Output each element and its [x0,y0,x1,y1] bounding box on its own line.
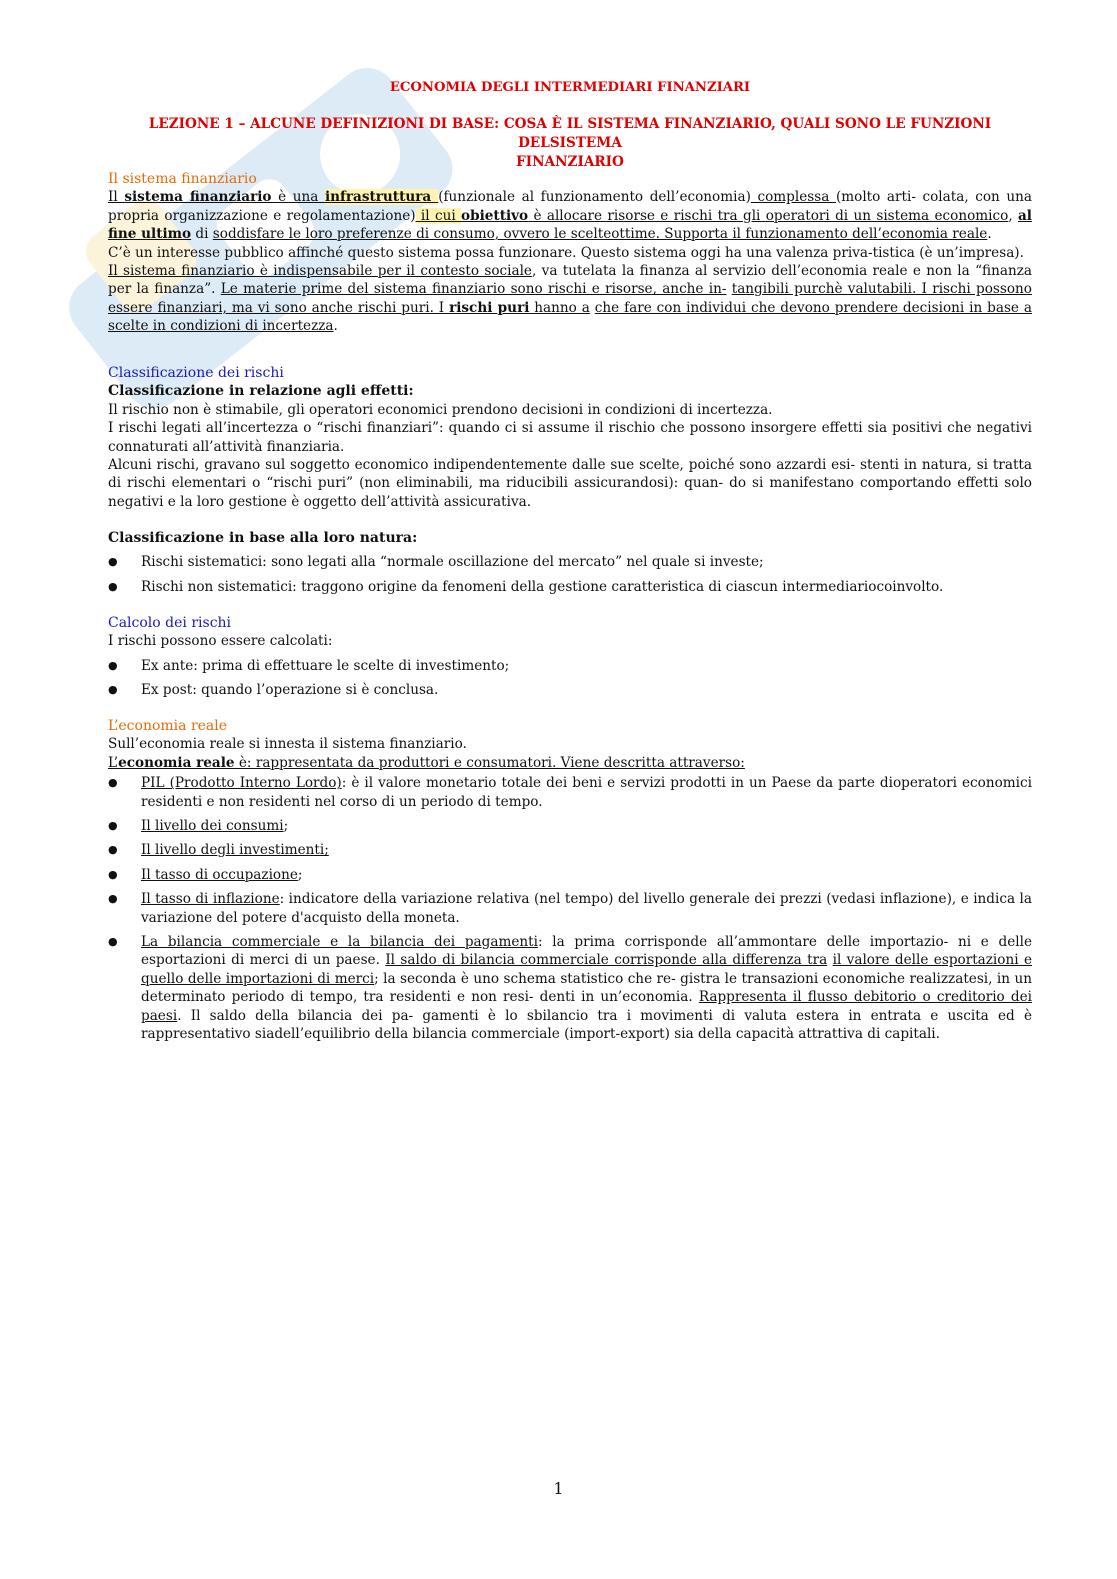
text-span: . [333,318,338,335]
text-span: (funzionale al funzionamento dell’economia) [438,189,751,206]
text-span: soddisfare le loro preferenze di consumo, ovvero le scelteottime. Supporta il funzionamento dell’economia reale [212,226,988,243]
list-item-inflazione [108,890,1032,927]
text-span: PIL (Prodotto Interno Lordo) [141,775,342,792]
section-sistema-finanziario [108,170,1032,336]
list-item-investimenti [108,841,1032,859]
text-span: che fare con individui che devono prendere decisioni in base a scelte in condizioni di incertezza [108,299,1032,335]
text-span: (molto arti- colata, con una propria organizzazione e regolamentazione) [108,189,1033,224]
document-title: ECONOMIA DEGLI INTERMEDIARI FINANZIARI [389,80,751,95]
text-span: è allocare risorse e rischi tra gli [528,207,766,224]
text-span: il cui [415,207,462,224]
text-span: Il livello degli investimenti; [141,842,329,859]
text-span: , va tutelata la finanza al servizio dell’economia reale e non la “finanza per la finanza”. [108,263,1032,298]
text-span: Il saldo di bilancia commerciale corrisponde alla differenza tra [385,952,828,969]
list-item: ● Rischi non sistematici: traggono origine da fenomeni della gestione caratteristica di ciascun intermediariocoinvolto. [108,578,1032,596]
lesson-title-line-1: LEZIONE 1 – ALCUNE DEFINIZIONI DI BASE: COSA È IL SISTEMA FINANZIARIO, QUALI SONO LE FUNZIONI DELSISTEMA [148,116,992,151]
page-number: 1 [553,1479,564,1498]
text-span: ; [297,866,303,883]
text-span: infrastruttura [324,189,439,206]
text-span: è una [271,189,325,206]
list-item: ● Ex post: quando l’operazione si è conclusa. [108,681,1032,699]
text-span: . [987,226,992,243]
text-span: hanno a [529,299,590,316]
paragraph-contesto-sociale [108,262,1032,336]
list-item-consumi [108,817,1032,835]
text-span: di [191,226,213,243]
text-span: complessa [750,189,836,206]
list-item: ● Ex ante: prima di effettuare le scelte di investimento; [108,657,1032,675]
paragraph-interesse-pubblico: C’è un interesse pubblico affinché questo sistema possa funzionare. Questo sistema oggi ha una valenza priva-tistica (è un’impresa). [108,244,1024,261]
text-span: Le materie prime del sistema finanziario sono rischi e risorse, anche in- [220,281,727,298]
text-span: tangibili purchè valutabili. I rischi possono essere finanziari, ma vi sono anche rischi puri. I [108,281,1032,316]
section-heading: Classificazione dei rischi [108,365,284,381]
text-span: operatori di un sistema economico [765,207,1009,224]
bullet-list [108,774,1032,1043]
paragraph: I rischi legati all’incertezza o “rischi finanziari”: quando ci si assume il rischio che possono insorgere effetti sia positivi che negativi connaturati all’attività finanziaria. [108,420,1032,455]
section-heading: Il sistema finanziario [108,171,257,187]
text-span: ; la seconda è uno schema statistico che re- gistra le transazioni economiche realizzatesi, in un determinato periodo di tempo, tra residenti e non resi- denti in un’economia. [141,970,1032,1006]
paragraph: Il rischio non è stimabile, gli operatori economici prendono decisioni in condizioni di incertezza. [108,401,773,418]
text-span: Il tasso di occupazione [141,866,298,883]
paragraph-definition [108,188,1032,243]
text-span: Il [108,189,125,206]
list-item: ● Rischi sistematici: sono legati alla “normale oscillazione del mercato” nel quale si investe; [108,553,1032,571]
lesson-title [108,115,1032,172]
section-classificazione-rischi [108,364,1032,511]
section-heading: Calcolo dei rischi [108,615,232,631]
list-item-pil [108,774,1032,811]
text-span: obiettivo [461,207,529,224]
bullet-list [108,553,1032,596]
text-span: è: rappresentata da produttori e consumatori. Viene descritta attraverso: [234,754,745,771]
paragraph: Sull’economia reale si innesta il sistema finanziario. [108,736,467,753]
subheading-effetti: Classificazione in relazione agli effetti: [108,383,414,400]
section-calcolo-rischi [108,614,1032,700]
list-item-occupazione [108,866,1032,884]
section-economia-reale [108,717,1032,1044]
text-span: ; [283,818,289,835]
section-heading: L’economia reale [108,718,228,734]
text-span: rischi puri [449,299,530,316]
list-item-bilancia [108,933,1032,1043]
text-span: . Il saldo della bilancia dei pa- gamenti è lo sbilancio tra i movimenti di valuta estera in entrata e uscita ed è rappresentativo siadell’equilibrio della bilancia commerciale (import-export) sia della capacità attrattiva di capitali. [141,1007,1032,1043]
text-span: Il livello dei consumi [141,818,284,835]
text-span: Il tasso di inflazione [141,891,280,908]
text-span: , [1008,207,1018,224]
text-span: : è il valore monetario totale dei beni e servizi prodotti in un Paese da parte dioperatori economici residenti e non residenti nel corso di un periodo di tempo. [141,775,1032,810]
section-classificazione-natura [108,529,1032,596]
paragraph: I rischi possono essere calcolati: [108,633,333,650]
text-span: il valore delle esportazioni e quello delle importazioni di merci [141,952,1033,987]
text-span: al fine ultimo [108,207,1032,243]
text-span: La bilancia commerciale e la bilancia dei pagamenti [141,934,538,951]
text-span: : indicatore della variazione relativa (nel tempo) del livello generale dei prezzi (vedasi inflazione), e indica la variazione del potere d'acquisto della moneta. [141,891,1032,926]
text-span: Rappresenta il flusso debitorio o creditorio dei paesi [141,989,1032,1024]
text-span: L’ [108,754,119,771]
subheading-natura: Classificazione in base alla loro natura: [108,530,418,546]
text-span: sistema finanziario [124,189,272,206]
text-span: Il sistema finanziario è indispensabile per il contesto sociale [108,263,532,280]
paragraph-economia-reale [108,754,1032,772]
text-span: : la prima corrisponde all’ammontare delle importazio- ni e delle esportazioni di merci di un paese. [141,934,1032,969]
paragraph: Alcuni rischi, gravano sul soggetto economico indipendentemente dalle sue scelte, poiché sono azzardi esi- stenti in natura, si tratta di rischi elementari o “rischi puri” (non eliminabili, ma riducibili assicurandosi): quan- do si manifestano comportando effetti solo negativi e la loro gestione è oggetto dell’attività assicurativa. [108,457,1032,510]
lesson-title-line-2: FINANZIARIO [516,154,624,170]
bullet-list [108,657,1032,700]
text-span: economia reale [118,754,235,771]
